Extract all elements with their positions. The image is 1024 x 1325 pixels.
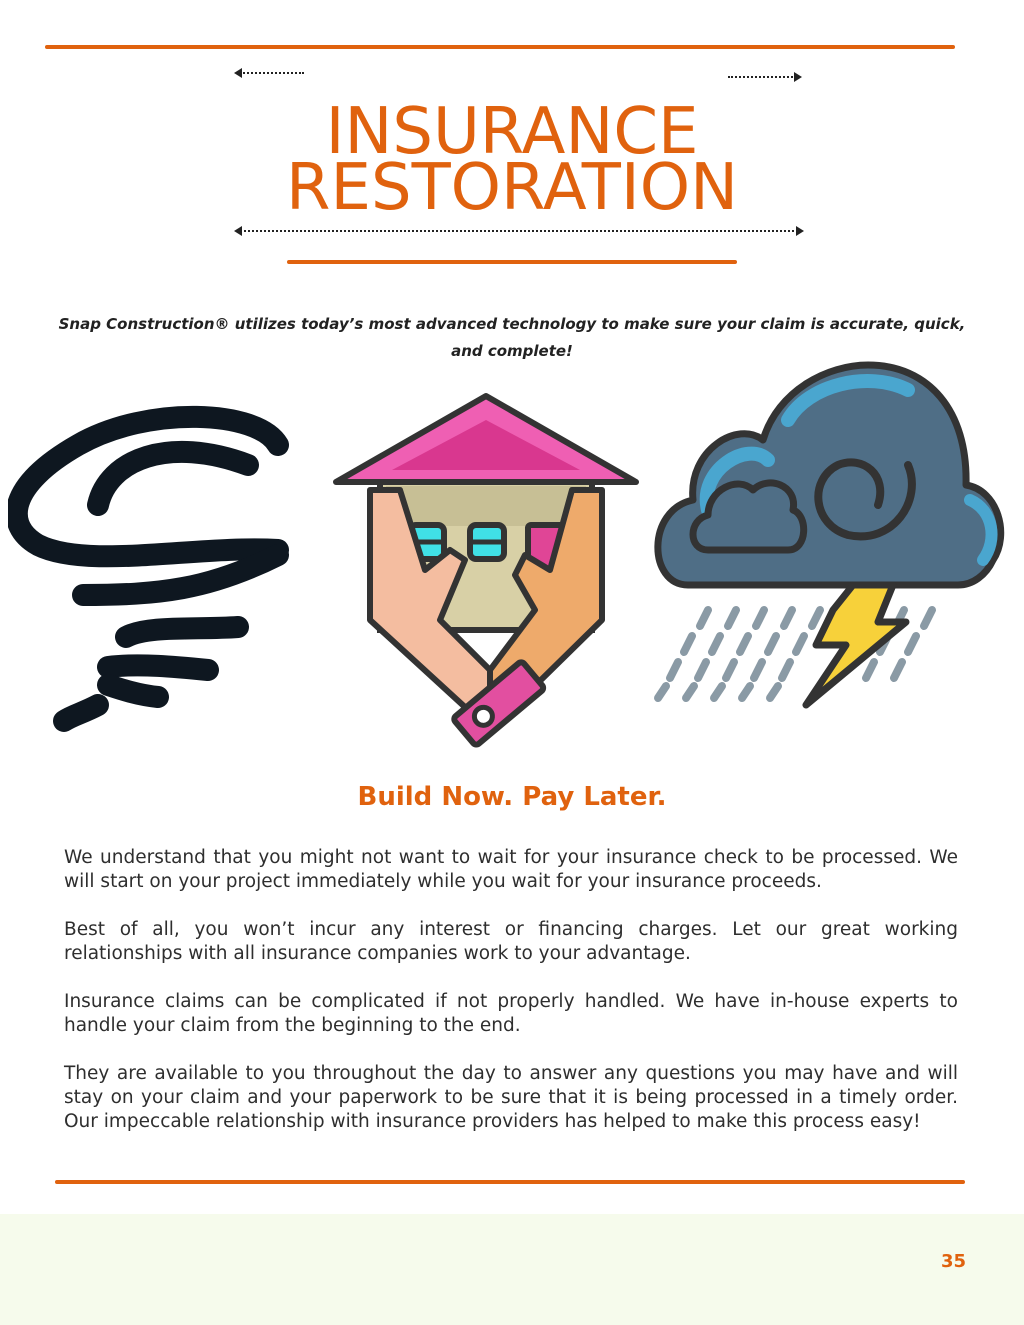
section-heading: Build Now. Pay Later.: [357, 782, 667, 812]
dotted-double-arrow-icon: [240, 230, 798, 232]
paragraph: Insurance claims can be complicated if not properly handled. We have in-house experts to handle your claim from the beginning to the end.: [64, 991, 958, 1036]
tornado-icon: [8, 405, 313, 740]
house-in-hands-icon: [330, 390, 642, 748]
body-text: [64, 846, 958, 1158]
paragraph: Best of all, you won’t incur any interest or financing charges. Let our great working relationships with all insurance companies work to your advantage.: [64, 919, 958, 964]
footer-band: [0, 1214, 1024, 1325]
tagline: Snap Construction® utilizes today’s most advanced technology to make sure your claim is accurate, quick, and complete!: [58, 315, 966, 360]
title-underline: [287, 260, 737, 264]
dotted-arrow-left-icon: [240, 72, 304, 74]
top-divider: [45, 45, 955, 49]
page-title-line2: RESTORATION: [286, 151, 738, 225]
page-number: 35: [940, 1251, 966, 1272]
storm-cloud-icon: [648, 360, 1008, 715]
bottom-divider: [55, 1180, 965, 1184]
dotted-arrow-right-icon: [728, 76, 796, 78]
paragraph: We understand that you might not want to wait for your insurance check to be processed. We will start on your project immediately while you wait for your insurance proceeds.: [64, 847, 958, 892]
page-title-line1: INSURANCE: [325, 95, 699, 169]
paragraph: They are available to you throughout the day to answer any questions you may have and will stay on your claim and your paperwork to be sure that it is being processed in a timely order. Our impeccable relationship with insurance providers has helped to make this process easy!: [64, 1063, 958, 1132]
